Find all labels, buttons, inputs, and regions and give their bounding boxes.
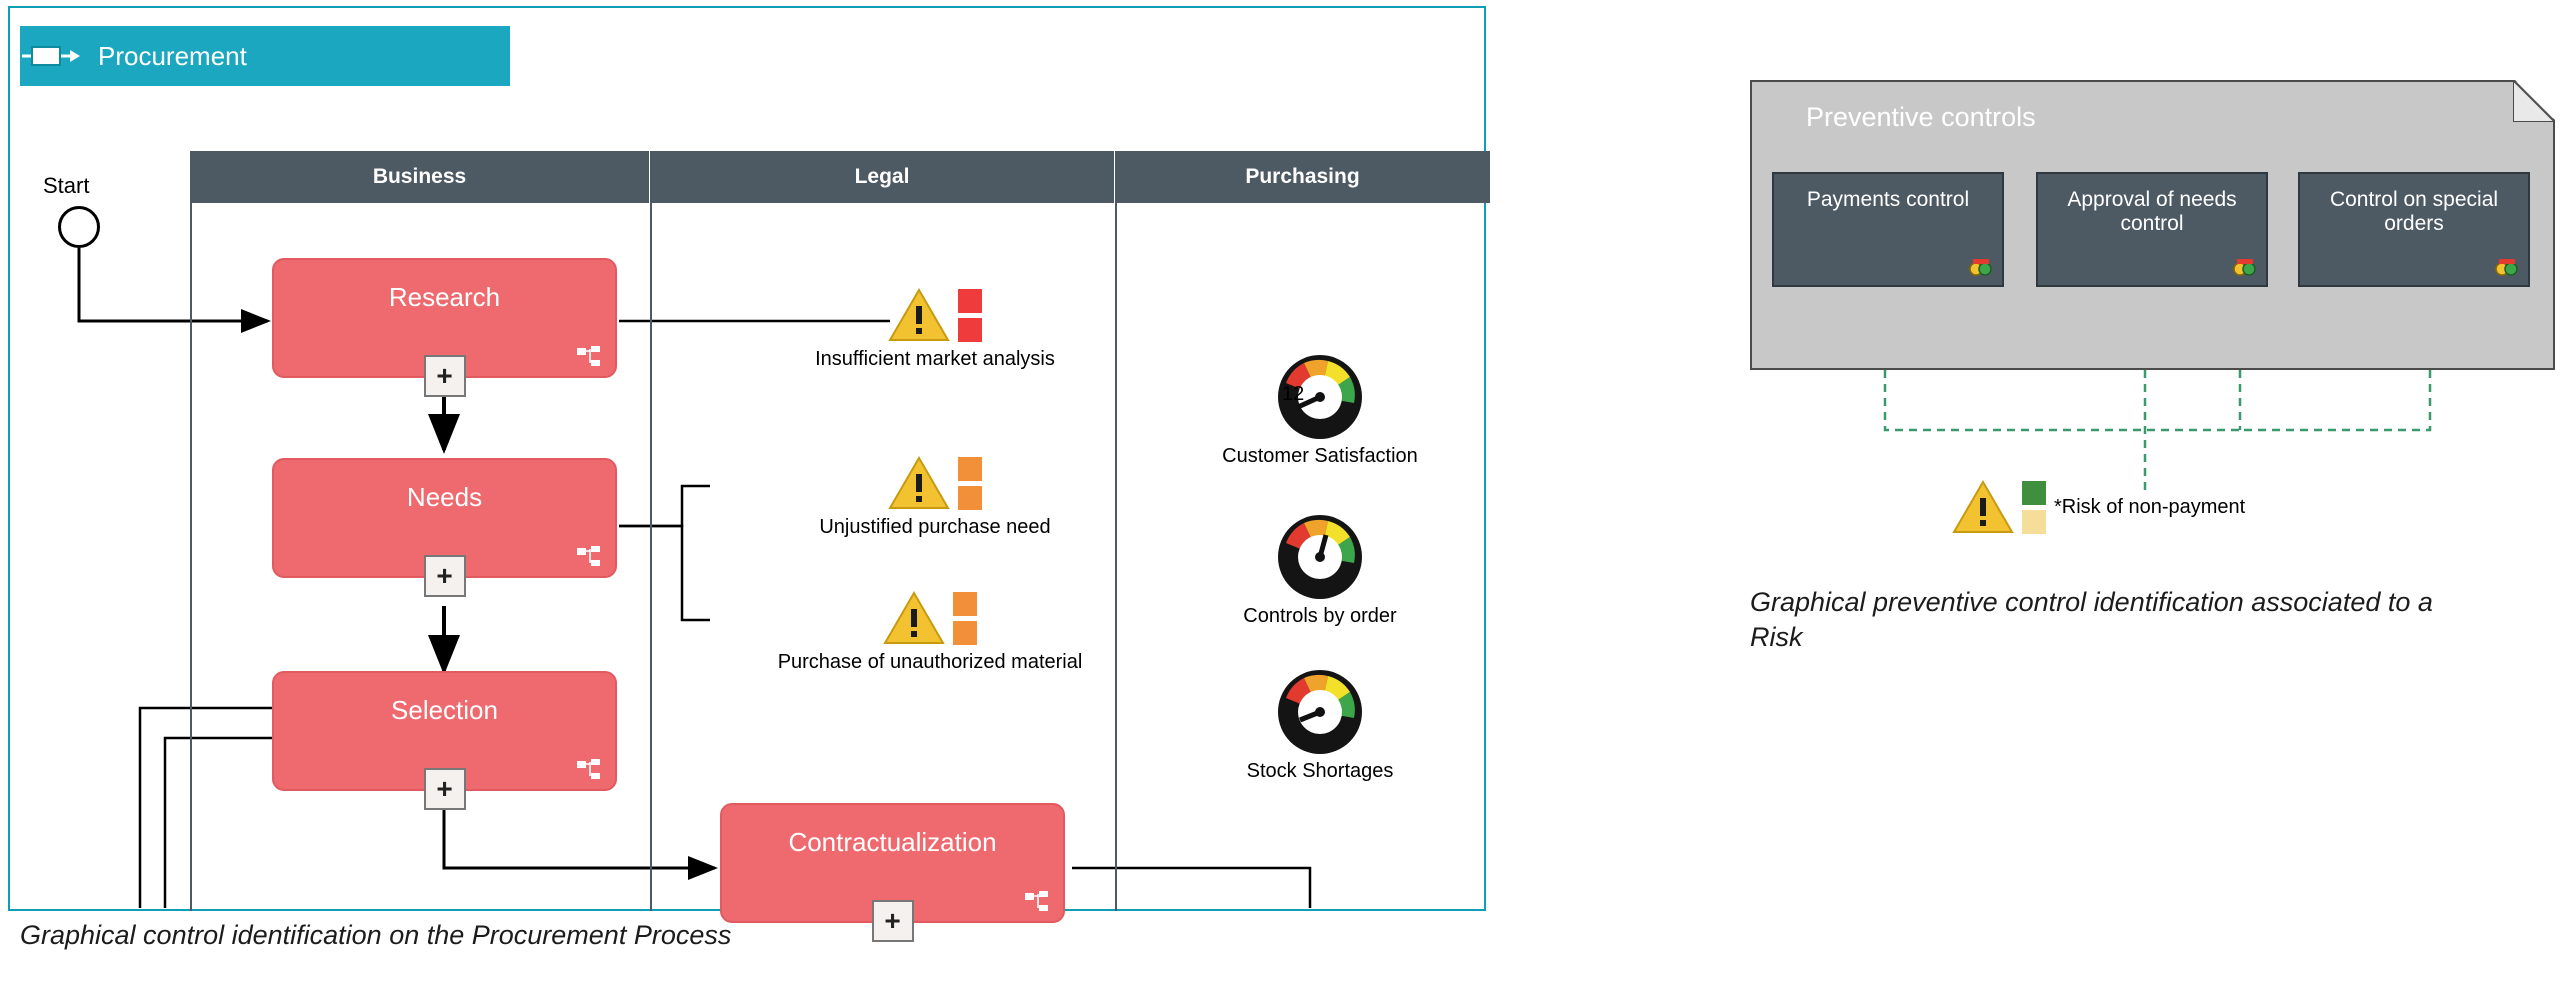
lane-header-row bbox=[190, 151, 1490, 203]
risk-label: Insufficient market analysis bbox=[815, 348, 1055, 370]
task-selection[interactable] bbox=[272, 671, 617, 804]
kpi-controls-by-order[interactable] bbox=[1190, 513, 1450, 628]
pool-header[interactable] bbox=[20, 26, 510, 86]
control-icon bbox=[2494, 257, 2520, 279]
warning-triangle-icon bbox=[1952, 480, 2014, 534]
subprocess-icon bbox=[577, 544, 603, 566]
pool-arrow-icon bbox=[20, 26, 82, 86]
subprocess-icon bbox=[1025, 889, 1051, 911]
severity-indicator bbox=[958, 289, 982, 342]
lane-divider bbox=[650, 151, 652, 911]
warning-triangle-icon bbox=[883, 591, 945, 645]
risk-label: *Risk of non-payment bbox=[2054, 495, 2246, 518]
gauge-icon bbox=[1276, 668, 1364, 756]
severity-indicator bbox=[953, 592, 977, 645]
lane-label: Business bbox=[372, 165, 467, 188]
group-title: Preventive controls bbox=[1806, 102, 2036, 132]
risk-label: Unjustified purchase need bbox=[819, 516, 1051, 538]
task-label: Research bbox=[388, 282, 501, 312]
start-event-label: Start bbox=[43, 173, 90, 198]
kpi-value: 12 bbox=[1282, 383, 1305, 405]
expand-marker[interactable]: + bbox=[424, 355, 466, 397]
task-contractualization[interactable] bbox=[720, 803, 1065, 936]
risk-unjustified-purchase-need[interactable] bbox=[775, 456, 1095, 539]
task-needs[interactable] bbox=[272, 458, 617, 591]
process-caption: Graphical control identification on the Procurement Process bbox=[20, 920, 732, 950]
risk-of-non-payment[interactable] bbox=[1952, 480, 2245, 534]
preventive-controls-panel bbox=[1740, 70, 2560, 770]
lane-label: Legal bbox=[854, 165, 910, 188]
task-research[interactable] bbox=[272, 258, 617, 391]
control-icon bbox=[2232, 257, 2258, 279]
gauge-icon bbox=[1276, 513, 1364, 601]
lane-header-purchasing[interactable] bbox=[1115, 151, 1490, 203]
pool-label: Procurement bbox=[98, 40, 247, 71]
kpi-label: Stock Shortages bbox=[1246, 760, 1394, 782]
severity-indicator bbox=[2022, 481, 2046, 534]
control-icon bbox=[1968, 257, 1994, 279]
lane-label: Purchasing bbox=[1245, 165, 1360, 188]
control-label: Payments control bbox=[1806, 188, 1970, 211]
severity-indicator bbox=[958, 457, 982, 510]
control-payments[interactable] bbox=[1772, 172, 2004, 287]
control-label: Approval of needs control bbox=[2067, 188, 2237, 235]
controls-caption: Graphical preventive control identification associated to a Risk bbox=[1750, 587, 2433, 653]
corner-fold-icon bbox=[2513, 80, 2555, 122]
risk-purchase-unauthorized-material[interactable] bbox=[730, 591, 1130, 674]
task-label: Selection bbox=[391, 695, 498, 725]
lane-header-business[interactable] bbox=[190, 151, 650, 203]
risk-label: Purchase of unauthorized material bbox=[777, 651, 1083, 673]
control-approval-of-needs[interactable] bbox=[2036, 172, 2268, 287]
lane-header-legal[interactable] bbox=[650, 151, 1115, 203]
kpi-label: Controls by order bbox=[1243, 605, 1397, 627]
expand-marker[interactable]: + bbox=[872, 900, 914, 942]
expand-marker[interactable]: + bbox=[424, 555, 466, 597]
lane-divider bbox=[1115, 151, 1117, 911]
lane-divider bbox=[190, 151, 192, 911]
warning-triangle-icon bbox=[888, 456, 950, 510]
task-label: Contractualization bbox=[788, 827, 997, 857]
subprocess-icon bbox=[577, 344, 603, 366]
control-label: Control on special orders bbox=[2329, 188, 2499, 235]
risk-insufficient-market-analysis[interactable] bbox=[775, 288, 1095, 371]
start-event[interactable] bbox=[58, 206, 100, 248]
task-label: Needs bbox=[406, 482, 483, 512]
kpi-stock-shortages[interactable] bbox=[1190, 668, 1450, 783]
warning-triangle-icon bbox=[888, 288, 950, 342]
preventive-controls-group[interactable] bbox=[1750, 80, 2555, 370]
subprocess-icon bbox=[577, 757, 603, 779]
kpi-customer-satisfaction[interactable] bbox=[1190, 353, 1450, 468]
control-special-orders[interactable] bbox=[2298, 172, 2530, 287]
kpi-label: Customer Satisfaction bbox=[1222, 445, 1418, 467]
expand-marker[interactable]: + bbox=[424, 768, 466, 810]
